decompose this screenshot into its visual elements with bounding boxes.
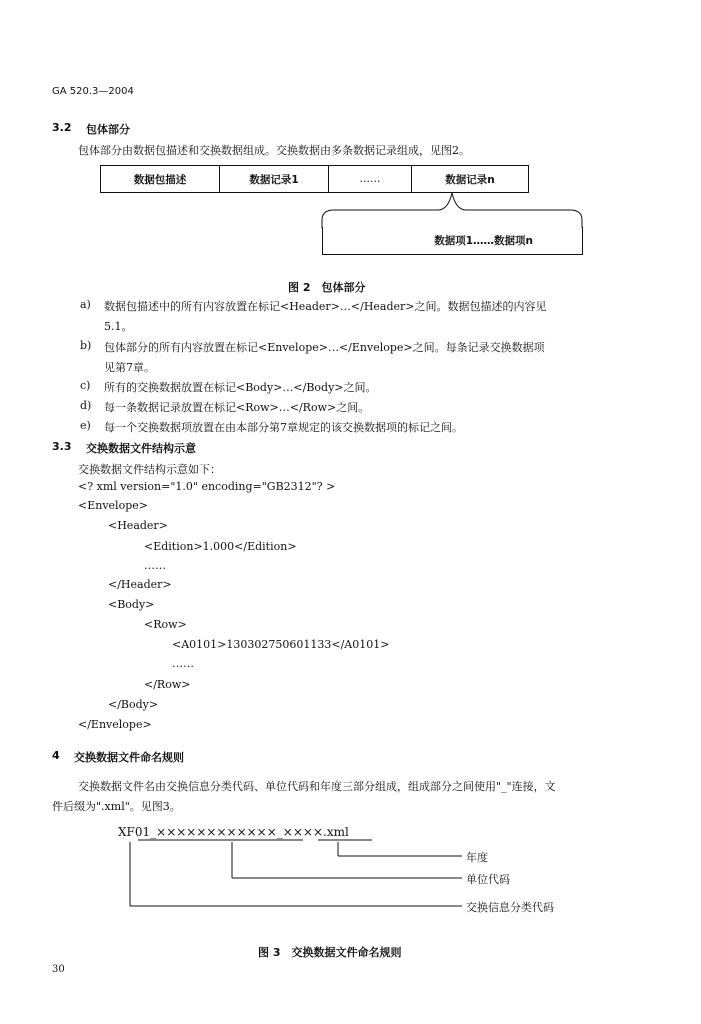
section-3-2-paragraph: 包体部分由数据包描述和交换数据组成。交换数据由多条数据记录组成，见图2。 <box>78 144 470 157</box>
page-number: 30 <box>52 964 65 975</box>
row-ellipsis-line: …… <box>172 657 194 670</box>
row-close-line: </Row> <box>144 678 191 691</box>
label-unit-code: 单位代码 <box>466 873 510 886</box>
header-ellipsis-line: …… <box>144 559 166 572</box>
body-open-line: <Body> <box>108 598 155 611</box>
header-close-line: </Header> <box>108 578 172 591</box>
section-3-3-title: 交换数据文件结构示意 <box>86 442 196 455</box>
item-c-marker: c) <box>80 379 91 392</box>
item-e-marker: e) <box>80 419 91 432</box>
section-3-2-number: 3.2 <box>52 121 72 134</box>
section-3-2-title: 包体部分 <box>86 123 130 136</box>
section-4-paragraph-line2: 件后缀为".xml"。见图3。 <box>52 800 181 813</box>
item-a-line1: 数据包描述中的所有内容放置在标记<Header>…</Header>之间。数据包描述的内容见 <box>104 300 547 313</box>
section-3-3-number: 3.3 <box>52 440 72 453</box>
filename-pattern: XF01_××××××××××××_××××.xml <box>118 825 349 839</box>
cell-ellipsis: …… <box>328 165 412 193</box>
figure-2-caption: 图 2 包体部分 <box>288 281 366 294</box>
cell-record-n: 数据记录n <box>411 165 529 193</box>
section-4-number: 4 <box>52 749 60 762</box>
body-close-line: </Body> <box>108 698 159 711</box>
item-b-line2: 见第7章。 <box>104 361 155 374</box>
label-year: 年度 <box>466 851 488 864</box>
header-open-line: <Header> <box>108 519 168 532</box>
a0101-line: <A0101>130302750601133</A0101> <box>172 638 390 651</box>
item-b-marker: b) <box>80 339 92 352</box>
figure-3-caption: 图 3 交换数据文件命名规则 <box>258 946 402 959</box>
row-open-line: <Row> <box>144 618 187 631</box>
item-d-marker: d) <box>80 399 92 412</box>
item-c-line1: 所有的交换数据放置在标记<Body>…</Body>之间。 <box>104 381 377 394</box>
document-code: GA 520.3—2004 <box>52 86 134 97</box>
item-e-line1: 每一个交换数据项放置在由本部分第7章规定的该交换数据项的标记之间。 <box>104 421 463 434</box>
cell-record-1: 数据记录1 <box>219 165 329 193</box>
section-3-3-intro: 交换数据文件结构示意如下： <box>78 463 221 476</box>
item-a-marker: a) <box>80 298 91 311</box>
xml-declaration-line: <? xml version="1.0" encoding="GB2312"? > <box>78 480 336 493</box>
envelope-close-line: </Envelope> <box>78 718 152 731</box>
section-4-title: 交换数据文件命名规则 <box>74 751 184 764</box>
section-4-paragraph-line1: 交换数据文件名由交换信息分类代码、单位代码和年度三部分组成，组成部分之间使用"_"连接，文 <box>78 780 556 793</box>
label-classification-code: 交换信息分类代码 <box>466 901 554 914</box>
edition-line: <Edition>1.000</Edition> <box>144 540 297 553</box>
item-a-line2: 5.1。 <box>104 320 133 333</box>
item-b-line1: 包体部分的所有内容放置在标记<Envelope>…</Envelope>之间。每条记录交换数据项 <box>104 341 545 354</box>
item-d-line1: 每一条数据记录放置在标记<Row>…</Row>之间。 <box>104 401 370 414</box>
envelope-open-line: <Envelope> <box>78 499 148 512</box>
cell-package-description: 数据包描述 <box>100 165 220 193</box>
data-items-label: 数据项1……数据项n <box>434 234 533 247</box>
